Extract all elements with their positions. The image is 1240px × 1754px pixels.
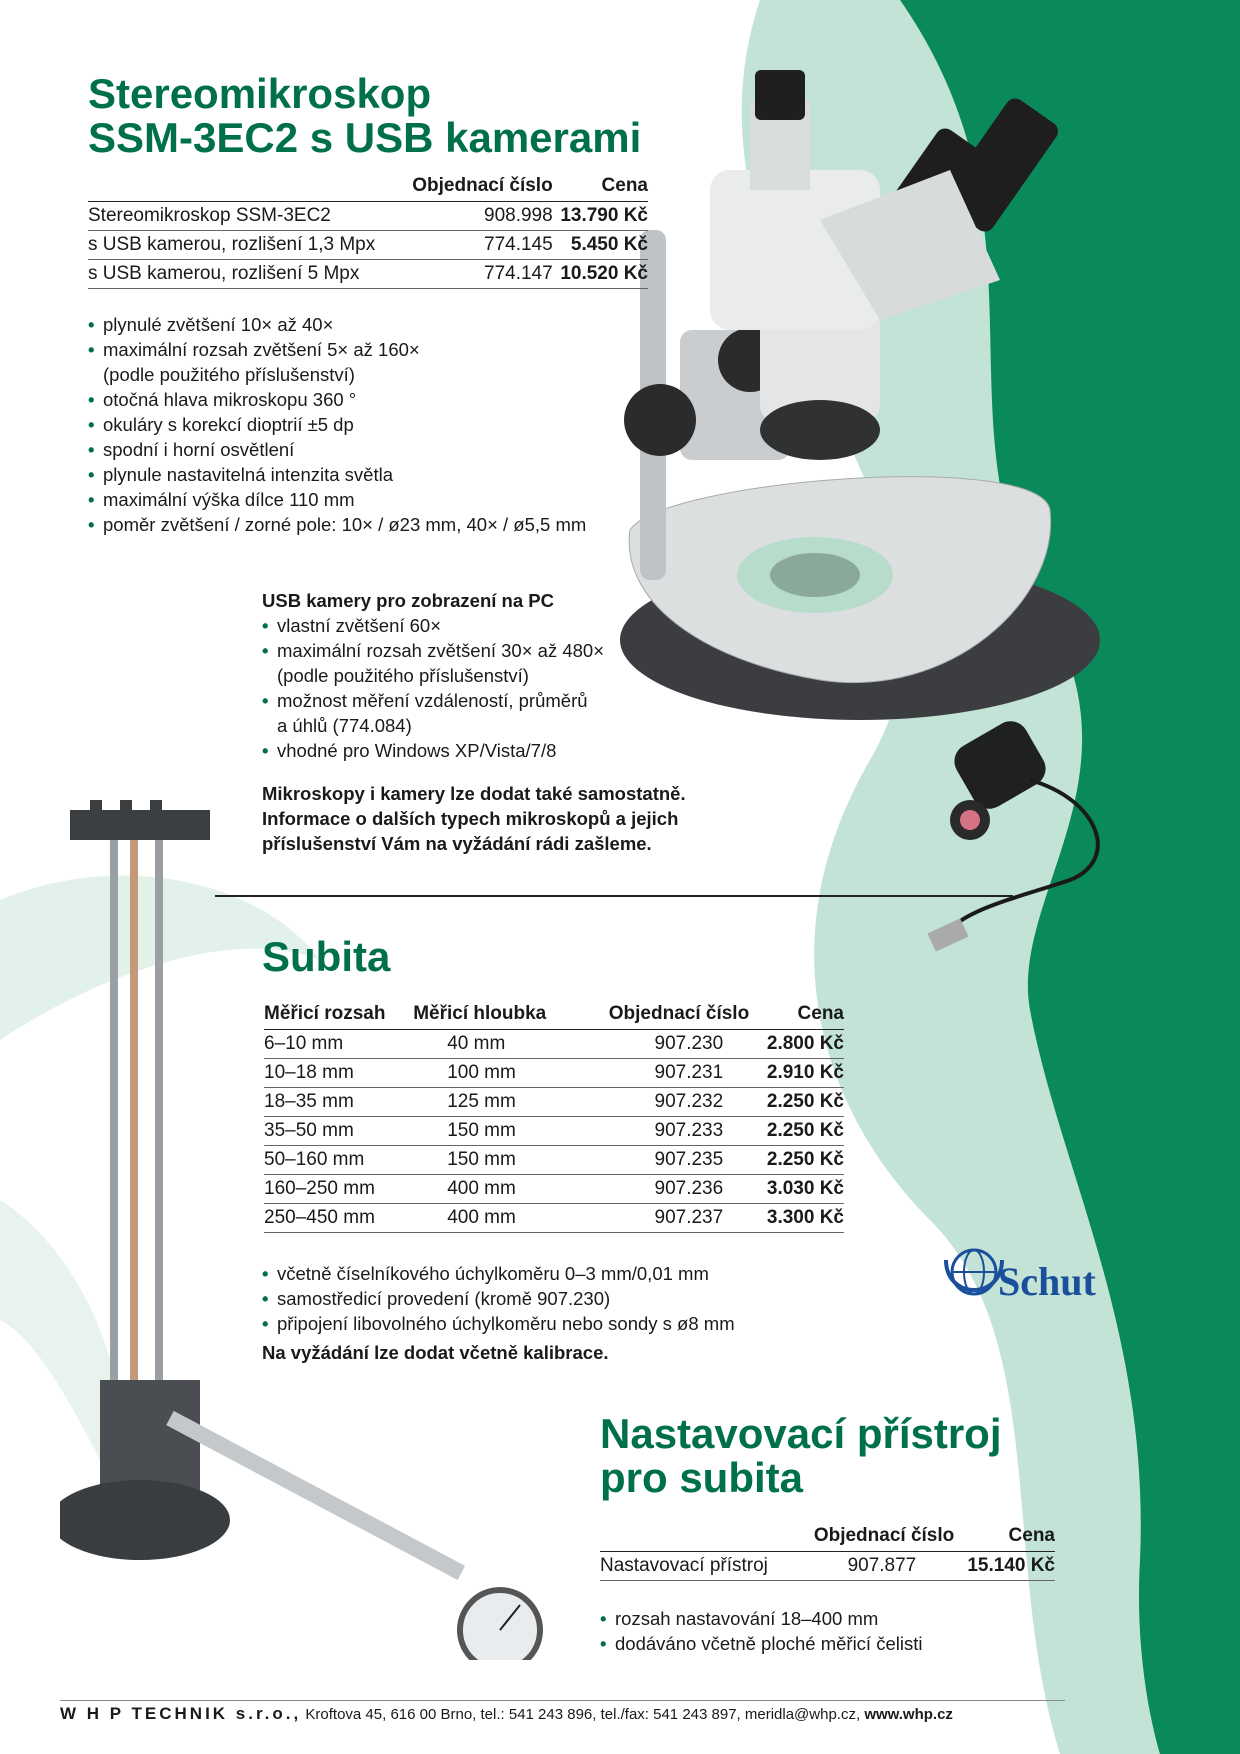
col-header-item (88, 175, 400, 202)
table-row (88, 260, 648, 289)
range: 35–50 mm (264, 1117, 413, 1146)
price: 5.450 Kč (553, 231, 648, 260)
footer-company: W H P TECHNIK s.r.o., (60, 1704, 302, 1723)
col-header-price: Cena (553, 175, 648, 202)
subita-feature-list (262, 1261, 822, 1336)
order-number: 907.877 (793, 1552, 954, 1581)
usb-heading: USB kamery pro zobrazení na PC (262, 590, 554, 611)
order-number: 908.998 (400, 202, 553, 231)
range: 6–10 mm (264, 1030, 413, 1059)
microscope-title (88, 72, 641, 160)
list-item: • dodáváno včetně ploché měřicí čelisti (600, 1633, 923, 1654)
order-number: 774.147 (400, 260, 553, 289)
table-row (264, 1204, 844, 1233)
range: 160–250 mm (264, 1175, 413, 1204)
depth: 400 mm (413, 1204, 576, 1233)
subita-price-table (264, 1003, 844, 1233)
stereomicroscope-image (620, 60, 1120, 780)
usb-feature-list (262, 613, 662, 763)
list-item: a úhlů (774.084) (277, 715, 412, 736)
order-number: 907.235 (577, 1146, 750, 1175)
price: 15.140 Kč (954, 1552, 1055, 1581)
order-number: 907.230 (577, 1030, 750, 1059)
price: 3.030 Kč (749, 1175, 844, 1204)
col-header-range: Měřicí rozsah (264, 1003, 413, 1030)
item-name: Stereomikroskop SSM-3EC2 (88, 202, 400, 231)
table-row (88, 231, 648, 260)
list-item: • připojení libovolného úchylkoměru nebo sondy s ø8 mm (262, 1313, 735, 1334)
microscope-title-line1: Stereomikroskop (88, 70, 432, 117)
list-item: • rozsah nastavování 18–400 mm (600, 1608, 879, 1629)
depth: 150 mm (413, 1117, 576, 1146)
setting-title-line2: pro subita (600, 1454, 804, 1501)
note-line: příslušenství Vám na vyžádání rádi zašleme. (262, 833, 652, 854)
table-row (264, 1117, 844, 1146)
depth: 40 mm (413, 1030, 576, 1059)
table-row (88, 202, 648, 231)
col-header-price: Cena (954, 1525, 1055, 1552)
table-row (600, 1552, 1055, 1581)
list-item: • okuláry s korekcí dioptrií ±5 dp (88, 414, 354, 435)
logo-text: Schut (998, 1259, 1096, 1304)
footer-divider (60, 1700, 1065, 1701)
price: 2.250 Kč (749, 1117, 844, 1146)
table-row (264, 1146, 844, 1175)
section-divider (215, 895, 1013, 897)
list-item: • maximální rozsah zvětšení 5× až 160× (88, 339, 420, 360)
note-line: Informace o dalších typech mikroskopů a jejich (262, 808, 679, 829)
order-number: 907.237 (577, 1204, 750, 1233)
order-number: 907.233 (577, 1117, 750, 1146)
setting-feature-list (600, 1606, 1040, 1656)
price: 2.250 Kč (749, 1088, 844, 1117)
list-item: • včetně číselníkového úchylkoměru 0–3 mm/0,01 mm (262, 1263, 709, 1284)
order-number: 907.236 (577, 1175, 750, 1204)
microscope-feature-list (88, 312, 648, 537)
usb-camera-image (920, 710, 1150, 970)
range: 18–35 mm (264, 1088, 413, 1117)
microscope-title-line2: SSM-3EC2 s USB kamerami (88, 114, 642, 161)
price: 2.800 Kč (749, 1030, 844, 1059)
range: 10–18 mm (264, 1059, 413, 1088)
table-row (264, 1088, 844, 1117)
table-row (264, 1059, 844, 1088)
order-number: 907.232 (577, 1088, 750, 1117)
footer (60, 1704, 953, 1724)
range: 250–450 mm (264, 1204, 413, 1233)
depth: 100 mm (413, 1059, 576, 1088)
table-row (264, 1175, 844, 1204)
schut-logo (940, 1240, 1130, 1310)
order-number: 774.145 (400, 231, 553, 260)
setting-title (600, 1412, 1002, 1500)
depth: 150 mm (413, 1146, 576, 1175)
item-name: s USB kamerou, rozlišení 5 Mpx (88, 260, 400, 289)
price: 3.300 Kč (749, 1204, 844, 1233)
setting-price-table (600, 1525, 1055, 1581)
list-item: • maximální rozsah zvětšení 30× až 480× (262, 640, 605, 661)
list-item: (podle použitého příslušenství) (103, 364, 355, 385)
footer-address: Kroftova 45, 616 00 Brno, tel.: 541 243 896, tel./fax: 541 243 897, meridla@whp.cz, (305, 1706, 861, 1723)
price: 2.250 Kč (749, 1146, 844, 1175)
list-item: • maximální výška dílce 110 mm (88, 489, 355, 510)
item-name: Nastavovací přístroj (600, 1552, 793, 1581)
list-item: • poměr zvětšení / zorné pole: 10× / ø23 mm, 40× / ø5,5 mm (88, 514, 587, 535)
setting-title-line1: Nastavovací přístroj (600, 1410, 1002, 1457)
col-header-order-number: Objednací číslo (400, 175, 553, 202)
list-item: • vlastní zvětšení 60× (262, 615, 442, 636)
table-row (264, 1030, 844, 1059)
list-item: • spodní i horní osvětlení (88, 439, 295, 460)
list-item: • plynule nastavitelná intenzita světla (88, 464, 394, 485)
col-header-depth: Měřicí hloubka (413, 1003, 576, 1030)
price: 2.910 Kč (749, 1059, 844, 1088)
depth: 400 mm (413, 1175, 576, 1204)
microscope-price-table (88, 175, 648, 289)
col-header-price: Cena (749, 1003, 844, 1030)
note-line: Mikroskopy i kamery lze dodat také samostatně. (262, 783, 686, 804)
list-item: • samostředicí provedení (kromě 907.230) (262, 1288, 611, 1309)
order-number: 907.231 (577, 1059, 750, 1088)
list-item: • otočná hlava mikroskopu 360 ° (88, 389, 357, 410)
col-header-item (600, 1525, 793, 1552)
list-item: • vhodné pro Windows XP/Vista/7/8 (262, 740, 557, 761)
depth: 125 mm (413, 1088, 576, 1117)
footer-website-link[interactable]: www.whp.cz (864, 1706, 953, 1723)
price: 13.790 Kč (553, 202, 648, 231)
range: 50–160 mm (264, 1146, 413, 1175)
col-header-order-number: Objednací číslo (577, 1003, 750, 1030)
microscope-note (262, 781, 686, 856)
list-item: (podle použitého příslušenství) (277, 665, 529, 686)
list-item: • možnost měření vzdáleností, průměrů (262, 690, 588, 711)
list-item: • plynulé zvětšení 10× až 40× (88, 314, 334, 335)
subita-note: Na vyžádání lze dodat včetně kalibrace. (262, 1342, 609, 1363)
item-name: s USB kamerou, rozlišení 1,3 Mpx (88, 231, 400, 260)
price: 10.520 Kč (553, 260, 648, 289)
col-header-order-number: Objednací číslo (793, 1525, 954, 1552)
subita-title: Subita (262, 933, 391, 980)
